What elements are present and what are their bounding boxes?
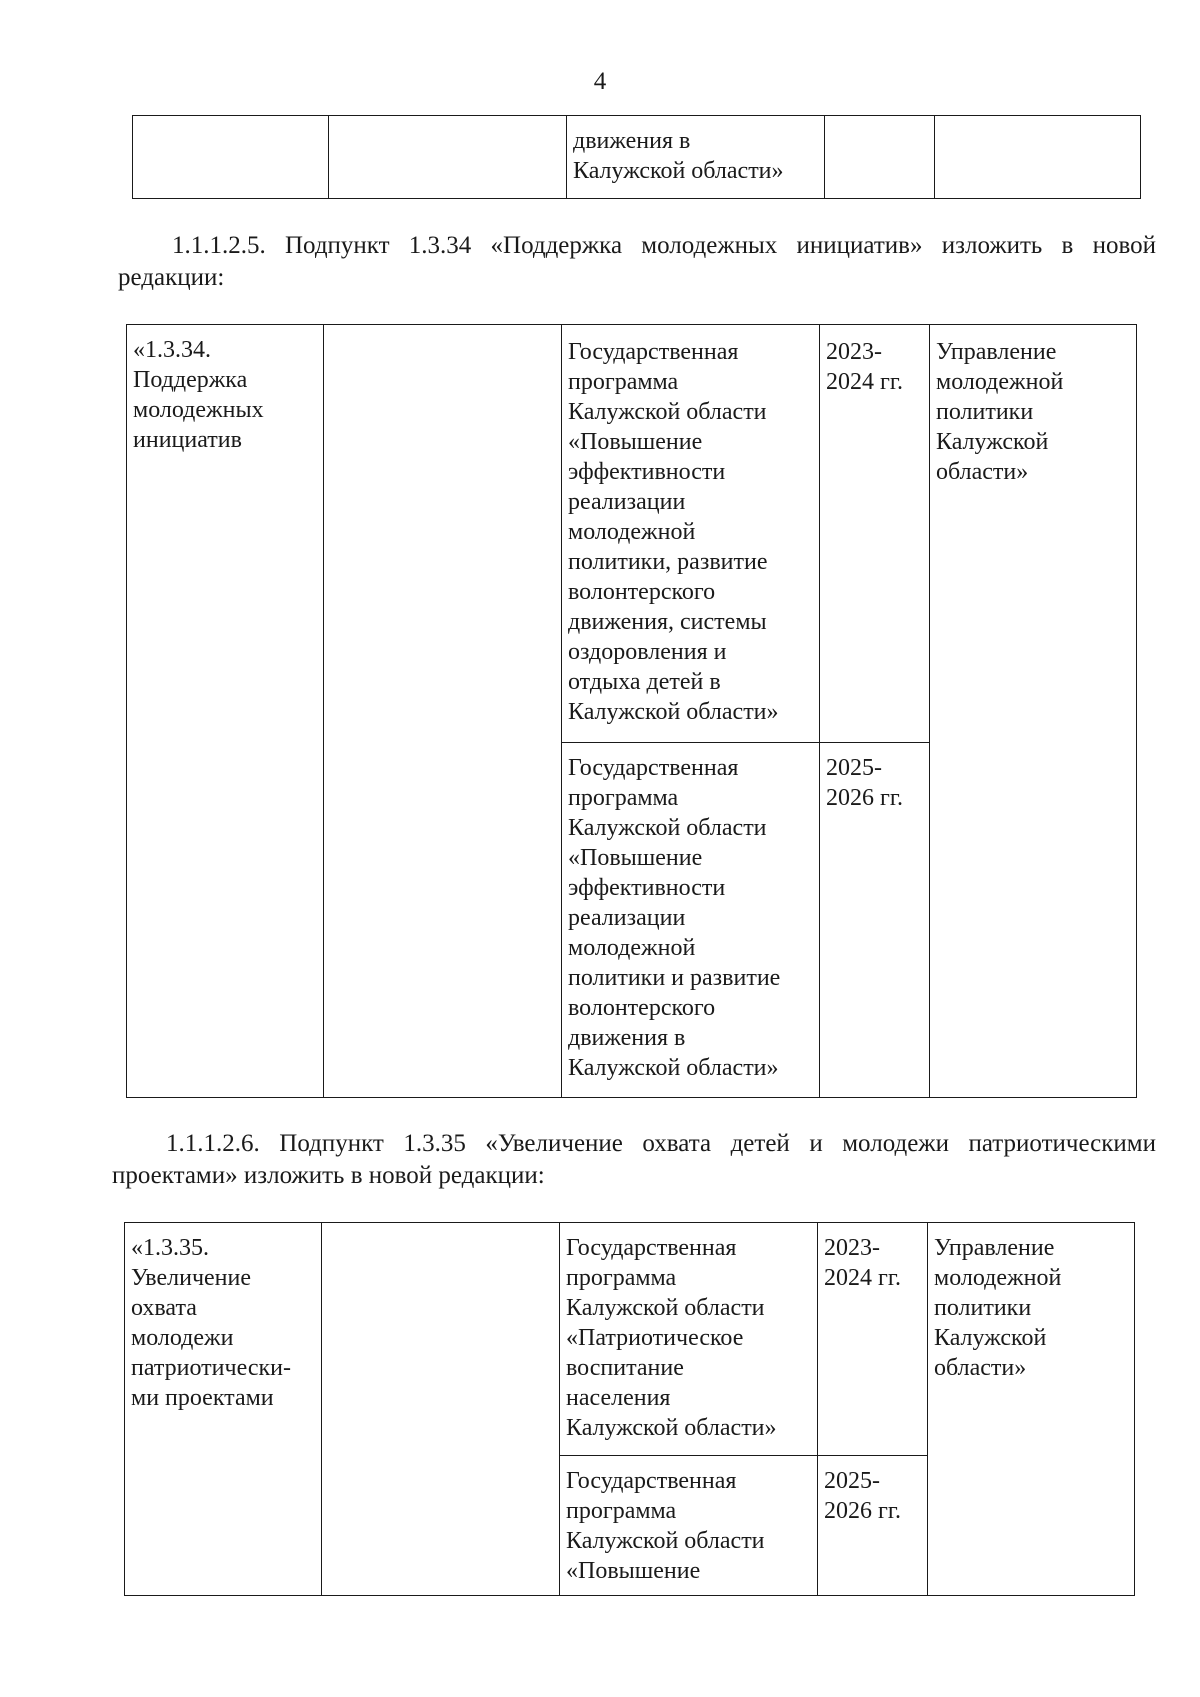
period-cell: 2023- 2024 гг. xyxy=(818,1223,928,1456)
table-row xyxy=(133,116,1141,199)
period-cell: 2023- 2024 гг. xyxy=(820,325,930,743)
program-cell: Государственная программа Калужской области «Повышение xyxy=(560,1456,818,1596)
paragraph-line: 1.1.1.2.6. Подпункт 1.3.35 «Увеличение охвата детей и молодежи патриотическими xyxy=(166,1130,1156,1157)
responsible-cell: Управление молодежной политики Калужской области» xyxy=(928,1223,1135,1596)
table-row xyxy=(125,1223,1135,1456)
table-cell xyxy=(825,116,935,199)
program-cell: Государственная программа Калужской области «Повышение эффективности реализации молодежной политики, развитие волонтерского движения, системы оздоровления и отдыха детей в Калужской области» xyxy=(562,325,820,743)
table-cell xyxy=(133,116,329,199)
table-cell xyxy=(935,116,1141,199)
page-number: 4 xyxy=(593,68,607,95)
table-row xyxy=(127,325,1137,743)
empty-cell xyxy=(324,325,562,1098)
item-cell: «1.3.35. Увеличение охвата молодежи патриотически- ми проектами xyxy=(125,1223,322,1596)
table-cell xyxy=(329,116,567,199)
period-cell: 2025- 2026 гг. xyxy=(818,1456,928,1596)
program-cell: Государственная программа Калужской области «Патриотическое воспитание населения Калужской области» xyxy=(560,1223,818,1456)
period-cell: 2025- 2026 гг. xyxy=(820,743,930,1098)
amendment-table-1335 xyxy=(124,1222,1135,1596)
item-cell: «1.3.34. Поддержка молодежных инициатив xyxy=(127,325,324,1098)
paragraph-line: редакции: xyxy=(118,264,225,291)
amendment-paragraph xyxy=(112,1128,1156,1192)
paragraph-line: 1.1.1.2.5. Подпункт 1.3.34 «Поддержка молодежных инициатив» изложить в новой xyxy=(172,232,1156,259)
paragraph-line: проектами» изложить в новой редакции: xyxy=(112,1162,545,1189)
empty-cell xyxy=(322,1223,560,1596)
continuation-table xyxy=(132,115,1141,199)
table-cell: движения в Калужской области» xyxy=(567,116,825,199)
amendment-table-1334 xyxy=(126,324,1137,1098)
program-cell: Государственная программа Калужской области «Повышение эффективности реализации молодежной политики и развитие волонтерского движения в Калужской области» xyxy=(562,743,820,1098)
responsible-cell: Управление молодежной политики Калужской области» xyxy=(930,325,1137,1098)
amendment-paragraph xyxy=(118,230,1156,294)
